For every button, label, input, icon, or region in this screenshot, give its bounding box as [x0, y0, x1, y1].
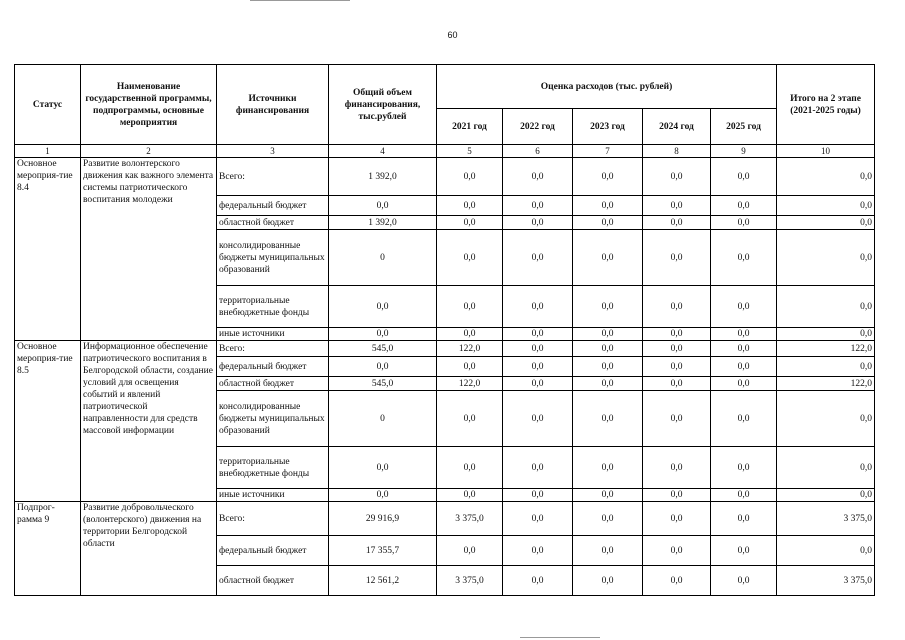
column-number: 1: [15, 145, 81, 158]
year-amount-cell: 0,0: [711, 196, 777, 216]
year-amount-cell: 0,0: [643, 357, 711, 377]
year-amount-cell: 0,0: [573, 502, 643, 536]
column-number: 5: [437, 145, 503, 158]
total-amount-cell: 0: [329, 230, 437, 286]
status-cell: Подпрог-рамма 9: [15, 502, 81, 596]
year-amount-cell: 0,0: [503, 196, 573, 216]
column-number: 8: [643, 145, 711, 158]
stage-total-cell: 0,0: [777, 328, 875, 341]
year-amount-cell: 0,0: [573, 196, 643, 216]
year-amount-cell: 0,0: [503, 536, 573, 566]
stage-total-cell: 122,0: [777, 377, 875, 391]
year-amount-cell: 0,0: [437, 447, 503, 489]
year-amount-cell: 0,0: [643, 341, 711, 357]
funding-source-cell: Всего:: [217, 341, 329, 357]
year-amount-cell: 0,0: [643, 286, 711, 328]
year-amount-cell: 0,0: [437, 216, 503, 230]
header-year: 2022 год: [503, 109, 573, 145]
year-amount-cell: 0,0: [437, 357, 503, 377]
column-number: 10: [777, 145, 875, 158]
year-amount-cell: 0,0: [437, 328, 503, 341]
year-amount-cell: 0,0: [503, 341, 573, 357]
stage-total-cell: 0,0: [777, 286, 875, 328]
year-amount-cell: 0,0: [573, 377, 643, 391]
total-amount-cell: 545,0: [329, 341, 437, 357]
total-amount-cell: 17 355,7: [329, 536, 437, 566]
stage-total-cell: 0,0: [777, 536, 875, 566]
column-number: 4: [329, 145, 437, 158]
year-amount-cell: 0,0: [573, 391, 643, 447]
activity-name-cell: Информационное обеспечение патриотического воспитания в Белгородской области, создание условий для освещения событий и явлений патриотической направленности для средств массовой информации: [81, 341, 217, 502]
year-amount-cell: 0,0: [643, 196, 711, 216]
year-amount-cell: 0,0: [643, 391, 711, 447]
year-amount-cell: 0,0: [573, 230, 643, 286]
column-number-row: [15, 145, 875, 158]
year-amount-cell: 0,0: [643, 489, 711, 502]
year-amount-cell: 3 375,0: [437, 502, 503, 536]
stage-total-cell: 3 375,0: [777, 566, 875, 596]
funding-source-cell: территориальные внебюджетные фонды: [217, 286, 329, 328]
stage-total-cell: 0,0: [777, 196, 875, 216]
header-sources: Источники финансирования: [217, 65, 329, 145]
year-amount-cell: 0,0: [643, 377, 711, 391]
table-row: [15, 158, 875, 196]
column-number: 7: [573, 145, 643, 158]
year-amount-cell: 0,0: [711, 286, 777, 328]
year-amount-cell: 0,0: [711, 328, 777, 341]
year-amount-cell: 0,0: [503, 447, 573, 489]
funding-source-cell: иные источники: [217, 489, 329, 502]
column-number: 9: [711, 145, 777, 158]
year-amount-cell: 0,0: [643, 230, 711, 286]
year-amount-cell: 0,0: [711, 341, 777, 357]
column-number: 6: [503, 145, 573, 158]
year-amount-cell: 0,0: [503, 216, 573, 230]
year-amount-cell: 0,0: [437, 158, 503, 196]
year-amount-cell: 0,0: [503, 502, 573, 536]
year-amount-cell: 0,0: [711, 536, 777, 566]
year-amount-cell: 0,0: [573, 566, 643, 596]
year-amount-cell: 0,0: [711, 447, 777, 489]
total-amount-cell: 0,0: [329, 489, 437, 502]
total-amount-cell: 1 392,0: [329, 158, 437, 196]
total-amount-cell: 0,0: [329, 286, 437, 328]
year-amount-cell: 0,0: [573, 489, 643, 502]
table-row: [15, 341, 875, 357]
year-amount-cell: 0,0: [437, 391, 503, 447]
year-amount-cell: 0,0: [503, 158, 573, 196]
year-amount-cell: 0,0: [573, 341, 643, 357]
funding-source-cell: Всего:: [217, 502, 329, 536]
year-amount-cell: 0,0: [573, 328, 643, 341]
year-amount-cell: 3 375,0: [437, 566, 503, 596]
year-amount-cell: 0,0: [643, 158, 711, 196]
stage-total-cell: 0,0: [777, 447, 875, 489]
funding-source-cell: консолидированные бюджеты муниципальных образований: [217, 230, 329, 286]
header-year: 2025 год: [711, 109, 777, 145]
year-amount-cell: 0,0: [643, 328, 711, 341]
funding-source-cell: федеральный бюджет: [217, 357, 329, 377]
total-amount-cell: 545,0: [329, 377, 437, 391]
year-amount-cell: 0,0: [711, 489, 777, 502]
header-estimate: Оценка расходов (тыс. рублей): [437, 65, 777, 109]
year-amount-cell: 0,0: [503, 566, 573, 596]
total-amount-cell: 29 916,9: [329, 502, 437, 536]
status-cell: Основное мероприя-тие 8.4: [15, 158, 81, 341]
year-amount-cell: 0,0: [503, 391, 573, 447]
stage-total-cell: 0,0: [777, 230, 875, 286]
stage-total-cell: 0,0: [777, 216, 875, 230]
stage-total-cell: 0,0: [777, 357, 875, 377]
page-number: 60: [447, 30, 458, 40]
year-amount-cell: 0,0: [643, 536, 711, 566]
budget-table: [14, 64, 875, 596]
year-amount-cell: 0,0: [503, 328, 573, 341]
scan-edge-mark: [520, 637, 600, 638]
total-amount-cell: 0,0: [329, 196, 437, 216]
activity-name-cell: Развитие добровольческого (волонтерского) движения на территории Белгородской области: [81, 502, 217, 596]
year-amount-cell: 0,0: [503, 286, 573, 328]
year-amount-cell: 0,0: [573, 357, 643, 377]
total-amount-cell: 0,0: [329, 328, 437, 341]
year-amount-cell: 0,0: [711, 502, 777, 536]
year-amount-cell: 0,0: [437, 230, 503, 286]
year-amount-cell: 0,0: [711, 230, 777, 286]
stage-total-cell: 122,0: [777, 341, 875, 357]
year-amount-cell: 0,0: [711, 377, 777, 391]
funding-source-cell: консолидированные бюджеты муниципальных образований: [217, 391, 329, 447]
total-amount-cell: 0,0: [329, 357, 437, 377]
funding-source-cell: территориальные внебюджетные фонды: [217, 447, 329, 489]
table-row: [15, 502, 875, 536]
header-year: 2024 год: [643, 109, 711, 145]
activity-name-cell: Развитие волонтерского движения как важного элемента системы патриотического воспитания молодежи: [81, 158, 217, 341]
year-amount-cell: 0,0: [643, 566, 711, 596]
funding-source-cell: областной бюджет: [217, 216, 329, 230]
total-amount-cell: 0: [329, 391, 437, 447]
year-amount-cell: 0,0: [503, 377, 573, 391]
total-amount-cell: 1 392,0: [329, 216, 437, 230]
stage-total-cell: 0,0: [777, 489, 875, 502]
year-amount-cell: 0,0: [437, 536, 503, 566]
year-amount-cell: 0,0: [573, 158, 643, 196]
year-amount-cell: 0,0: [437, 196, 503, 216]
column-number: 3: [217, 145, 329, 158]
stage-total-cell: 0,0: [777, 158, 875, 196]
year-amount-cell: 0,0: [503, 357, 573, 377]
stage-total-cell: 3 375,0: [777, 502, 875, 536]
year-amount-cell: 0,0: [573, 536, 643, 566]
funding-source-cell: Всего:: [217, 158, 329, 196]
header-year: 2023 год: [573, 109, 643, 145]
year-amount-cell: 0,0: [573, 216, 643, 230]
year-amount-cell: 0,0: [643, 216, 711, 230]
funding-source-cell: иные источники: [217, 328, 329, 341]
year-amount-cell: 0,0: [643, 502, 711, 536]
total-amount-cell: 12 561,2: [329, 566, 437, 596]
column-number: 2: [81, 145, 217, 158]
year-amount-cell: 0,0: [643, 447, 711, 489]
year-amount-cell: 0,0: [503, 230, 573, 286]
year-amount-cell: 0,0: [711, 357, 777, 377]
year-amount-cell: 0,0: [573, 447, 643, 489]
funding-source-cell: областной бюджет: [217, 566, 329, 596]
year-amount-cell: 0,0: [711, 158, 777, 196]
funding-source-cell: федеральный бюджет: [217, 196, 329, 216]
year-amount-cell: 0,0: [711, 391, 777, 447]
header-name: Наименование государственной программы, подпрограммы, основные мероприятия: [81, 65, 217, 145]
header-status: Статус: [15, 65, 81, 145]
scan-edge-mark: [250, 0, 350, 3]
year-amount-cell: 122,0: [437, 377, 503, 391]
stage-total-cell: 0,0: [777, 391, 875, 447]
year-amount-cell: 0,0: [437, 489, 503, 502]
year-amount-cell: 0,0: [437, 286, 503, 328]
year-amount-cell: 122,0: [437, 341, 503, 357]
status-cell: Основное мероприя-тие 8.5: [15, 341, 81, 502]
header-stage-total: Итого на 2 этапе (2021-2025 годы): [777, 65, 875, 145]
year-amount-cell: 0,0: [503, 489, 573, 502]
year-amount-cell: 0,0: [711, 566, 777, 596]
year-amount-cell: 0,0: [711, 216, 777, 230]
funding-source-cell: федеральный бюджет: [217, 536, 329, 566]
header-total: Общий объем финансирования, тыс.рублей: [329, 65, 437, 145]
year-amount-cell: 0,0: [573, 286, 643, 328]
total-amount-cell: 0,0: [329, 447, 437, 489]
header-year: 2021 год: [437, 109, 503, 145]
funding-source-cell: областной бюджет: [217, 377, 329, 391]
